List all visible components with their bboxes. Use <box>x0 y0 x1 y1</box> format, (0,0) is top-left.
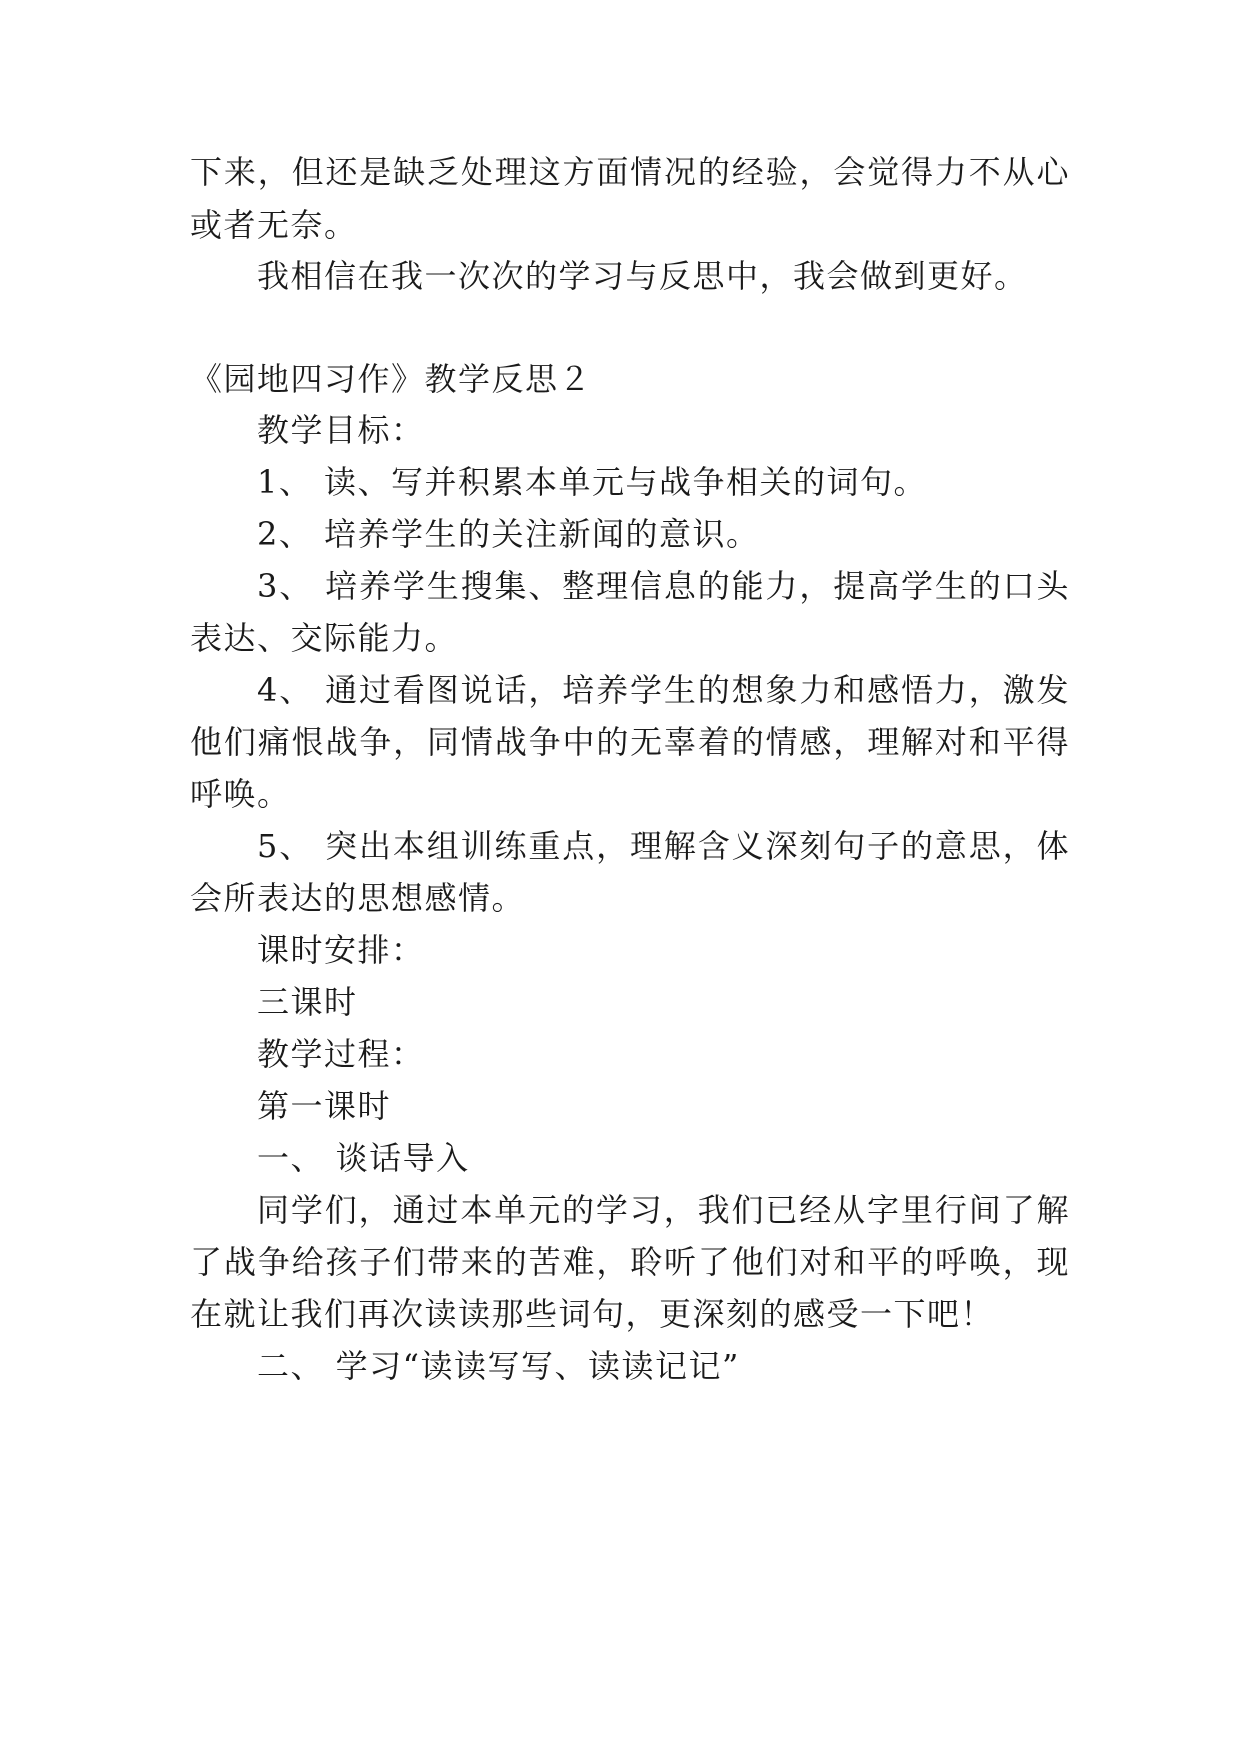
list-item: 5、 突出本组训练重点，理解含义深刻句子的意思，体 <box>257 827 1070 865</box>
list-item: 1、 读、写并积累本单元与战争相关的词句。 <box>257 463 928 501</box>
list-item-continuation: 他们痛恨战争，同情战争中的无辜着的情感，理解对和平得 <box>190 723 1070 761</box>
list-item-continuation: 会所表达的思想感情。 <box>190 879 526 917</box>
list-item-continuation: 呼唤。 <box>190 775 291 813</box>
body-text-line: 同学们，通过本单元的学习，我们已经从字里行间了解 <box>257 1191 1070 1229</box>
list-item: 3、 培养学生搜集、整理信息的能力，提高学生的口头 <box>257 567 1070 605</box>
subheading: 一、 谈话导入 <box>257 1139 470 1177</box>
section-heading: 《园地四习作》教学反思２ <box>190 360 593 398</box>
body-text-line: 或者无奈。 <box>190 206 358 244</box>
body-text-line: 我相信在我一次次的学习与反思中，我会做到更好。 <box>257 257 1028 295</box>
subheading: 教学目标： <box>257 411 425 449</box>
subheading: 二、 学习“读读写写、读读记记” <box>257 1347 740 1385</box>
body-text-line: 下来，但还是缺乏处理这方面情况的经验，会觉得力不从心 <box>190 153 1070 191</box>
body-text-line: 在就让我们再次读读那些词句，更深刻的感受一下吧！ <box>190 1295 995 1333</box>
subheading: 课时安排： <box>257 931 425 969</box>
body-text-line: 了战争给孩子们带来的苦难，聆听了他们对和平的呼唤，现 <box>190 1243 1070 1281</box>
list-item: 4、 通过看图说话，培养学生的想象力和感悟力，激发 <box>257 671 1070 709</box>
subheading: 第一课时 <box>257 1087 392 1125</box>
list-item: 2、 培养学生的关注新闻的意识。 <box>257 515 760 553</box>
subheading: 教学过程： <box>257 1035 425 1073</box>
list-item-continuation: 表达、交际能力。 <box>190 619 459 657</box>
body-text-line: 三课时 <box>257 983 358 1021</box>
